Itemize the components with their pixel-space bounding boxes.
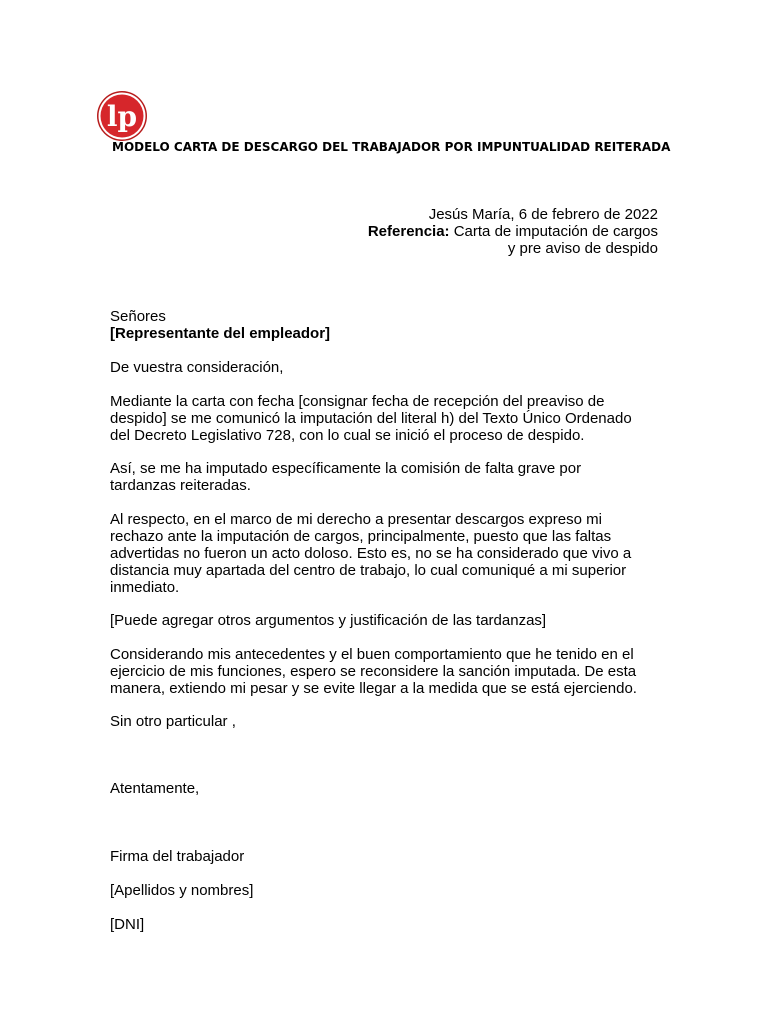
- logo-text: lp: [106, 100, 138, 133]
- reference-line: [368, 223, 658, 240]
- recipient-block: [110, 308, 670, 342]
- paragraph-line: Mediante la carta con fecha [consignar fecha de recepción del preaviso de: [110, 393, 605, 410]
- lp-logo: [96, 90, 148, 142]
- paragraph-4: [110, 612, 670, 629]
- paragraph-line: distancia muy apartada del centro de trabajo, lo cual comuniqué a mi superior: [110, 562, 627, 579]
- paragraph-line: rechazo ante la imputación de cargos, principalmente, puesto que las faltas: [110, 528, 612, 545]
- paragraph-line: advertidas no fueron un acto doloso. Esto es, no se ha considerado que vivo a: [110, 545, 632, 562]
- paragraph-line: manera, extiendo mi pesar y se evite llegar a la medida que se está ejerciendo.: [110, 680, 637, 697]
- document-title: MODELO CARTA DE DESCARGO DEL TRABAJADOR POR IMPUNTUALIDAD REITERADA: [112, 140, 671, 154]
- paragraph-line: tardanzas reiteradas.: [110, 477, 251, 494]
- recipient-name: [Representante del empleador]: [110, 325, 331, 342]
- paragraph-line: Considerando mis antecedentes y el buen comportamiento que he tenido en el: [110, 646, 634, 663]
- paragraph-line: Al respecto, en el marco de mi derecho a presentar descargos expreso mi: [110, 511, 602, 528]
- header-block: [368, 206, 658, 257]
- paragraph-1: [110, 393, 670, 444]
- paragraph-line: inmediato.: [110, 579, 180, 596]
- signature-names: [Apellidos y nombres]: [110, 882, 254, 899]
- signature-dni: [DNI]: [110, 916, 145, 933]
- place-date: Jesús María, 6 de febrero de 2022: [428, 206, 658, 223]
- paragraph-line: despido] se me comunicó la imputación del literal h) del Texto Único Ordenado: [110, 410, 632, 427]
- greeting: De vuestra consideración,: [110, 359, 284, 376]
- paragraph-3: [110, 511, 670, 596]
- paragraph-line: ejercicio de mis funciones, espero se reconsidere la sanción imputada. De esta: [110, 663, 637, 680]
- salutation: Señores: [110, 308, 166, 325]
- reference-continuation: y pre aviso de despido: [507, 240, 658, 257]
- paragraph-line: Así, se me ha imputado específicamente la comisión de falta grave por: [110, 460, 582, 477]
- reference-text: Carta de imputación de cargos: [453, 223, 658, 240]
- paragraph-2: [110, 460, 670, 494]
- paragraph-line: del Decreto Legislativo 728, con lo cual se inició el proceso de despido.: [110, 427, 585, 444]
- paragraph-line: [Puede agregar otros argumentos y justificación de las tardanzas]: [110, 612, 547, 629]
- signature-label: Firma del trabajador: [110, 848, 245, 865]
- paragraph-5: [110, 646, 670, 697]
- sign-off: Atentamente,: [110, 780, 200, 797]
- closing: Sin otro particular ,: [110, 713, 236, 730]
- reference-label: Referencia:: [367, 223, 450, 240]
